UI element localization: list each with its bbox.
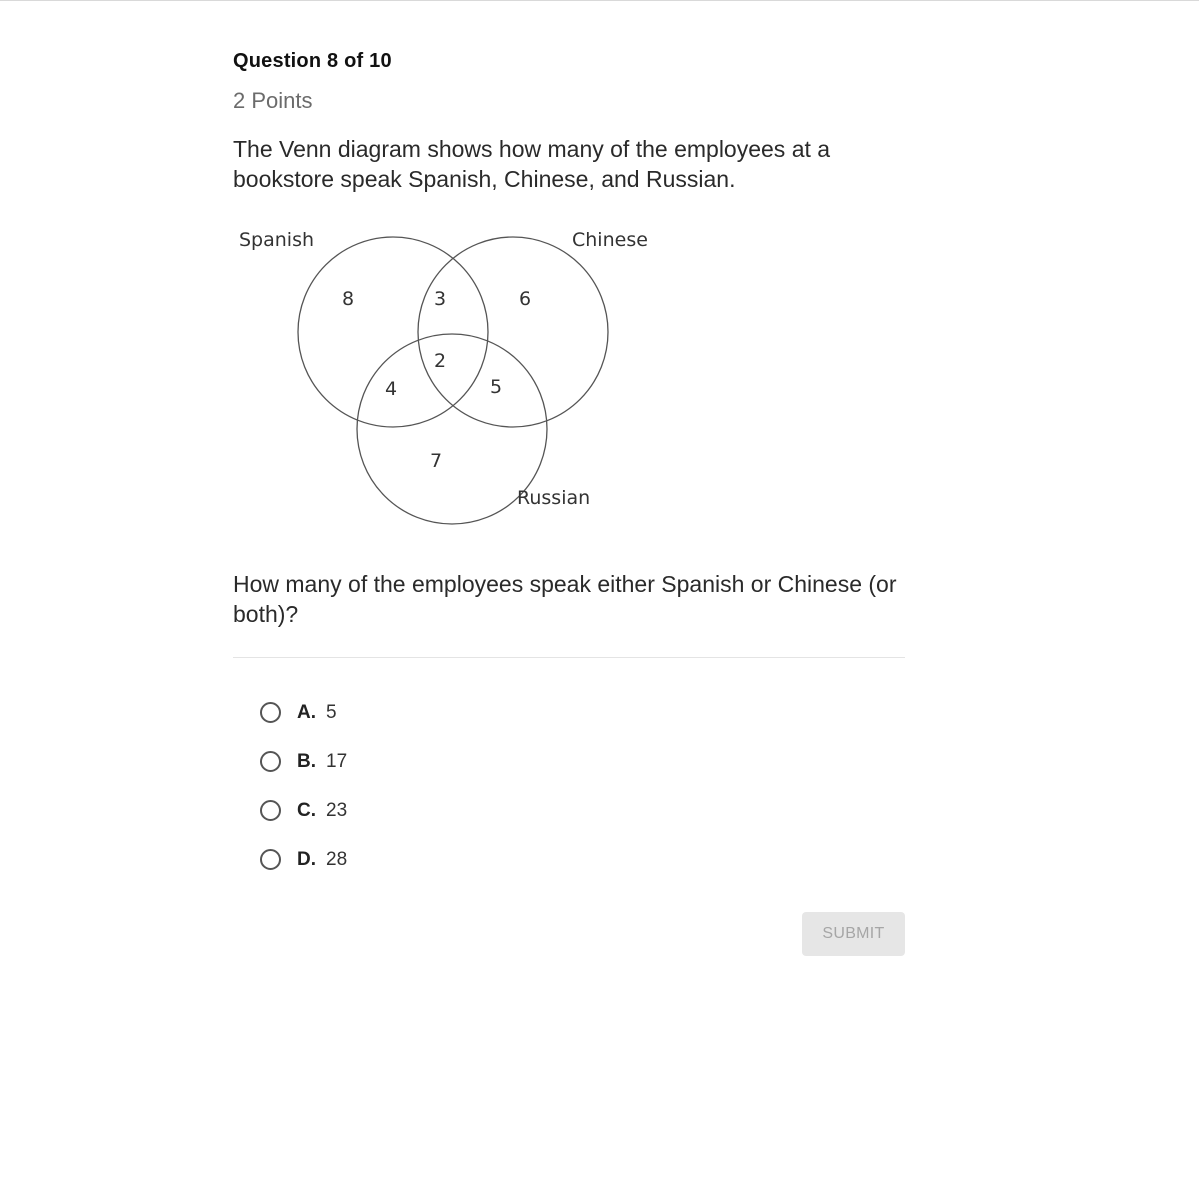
region-chinese-only: 6	[518, 288, 532, 310]
question-prompt: The Venn diagram shows how many of the employees at a bookstore speak Spanish, Chinese, and Russian.	[233, 136, 831, 192]
choice-letter: A.	[297, 701, 316, 723]
radio-icon[interactable]	[260, 751, 281, 772]
choice-letter: C.	[297, 799, 316, 821]
russian-label: Russian	[517, 487, 591, 509]
radio-icon[interactable]	[260, 800, 281, 821]
question-ask: How many of the employees speak either Spanish or Chinese (or both)?	[233, 571, 897, 627]
section-divider	[233, 657, 905, 658]
region-spanish-russian: 4	[384, 378, 398, 400]
answer-choices	[260, 688, 347, 884]
top-divider	[0, 0, 1199, 1]
region-chinese-russian: 5	[489, 376, 503, 398]
choice-value: 5	[326, 701, 337, 723]
chinese-label: Chinese	[572, 229, 648, 251]
choice-d[interactable]	[260, 835, 347, 884]
choice-letter: D.	[297, 848, 316, 870]
region-russian-only: 7	[429, 450, 443, 472]
choice-letter: B.	[297, 750, 316, 772]
choice-value: 17	[326, 750, 348, 772]
choice-value: 28	[326, 848, 348, 870]
points-label: 2 Points	[233, 88, 313, 113]
region-spanish-only: 8	[341, 288, 355, 310]
radio-icon[interactable]	[260, 702, 281, 723]
choice-c[interactable]	[260, 786, 347, 835]
chinese-circle	[418, 237, 608, 427]
region-spanish-chinese: 3	[433, 288, 447, 310]
venn-diagram	[233, 222, 663, 532]
choice-a[interactable]	[260, 688, 347, 737]
question-header: Question 8 of 10	[233, 50, 392, 72]
spanish-label: Spanish	[239, 229, 315, 251]
radio-icon[interactable]	[260, 849, 281, 870]
region-all-three: 2	[433, 350, 447, 372]
submit-button[interactable]: SUBMIT	[802, 912, 905, 956]
choice-value: 23	[326, 799, 348, 821]
choice-b[interactable]	[260, 737, 347, 786]
